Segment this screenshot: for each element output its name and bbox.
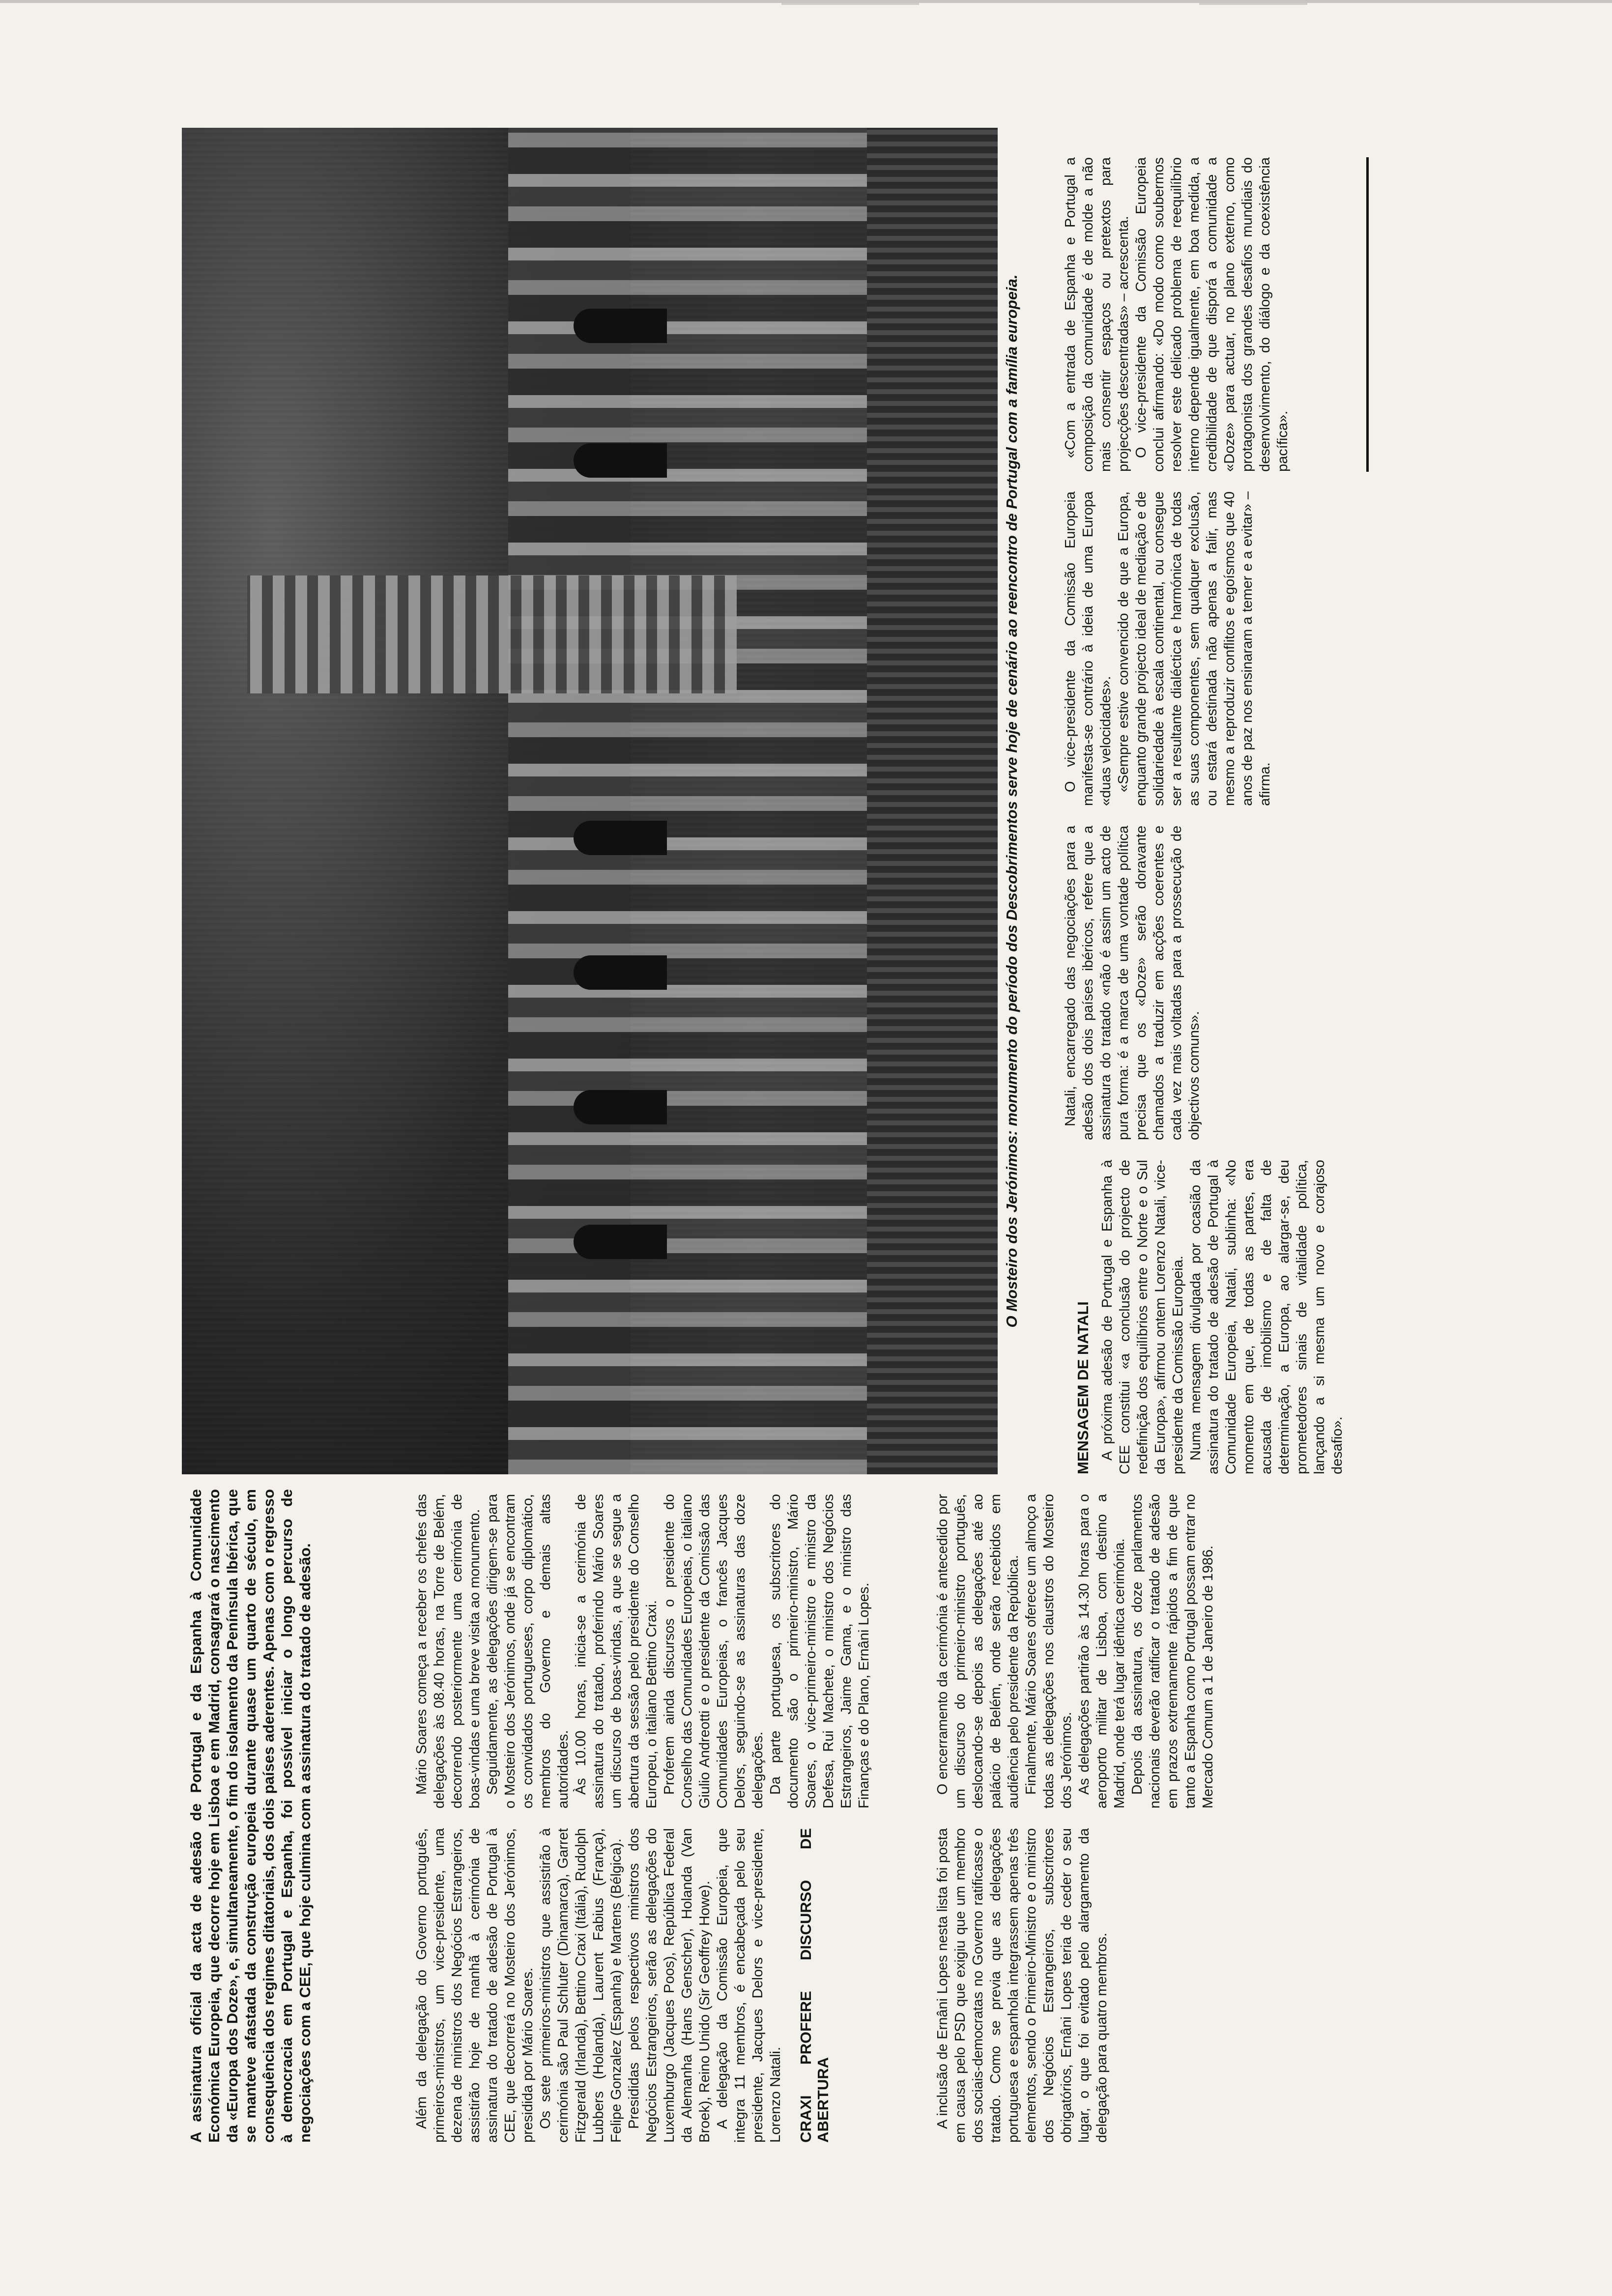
paragraph: Natali, encarregado das negociações para a adesão dos dois países ibéricos, refere que a assinatura do tratado «não é assim um acto de pura forma: é a marca de uma vontade política precisa que os «Doze» serão doravante chamados a traduzir em acções coerentes e cada vez mais voltadas para a prossecução de objectivos comuns». [1063, 826, 1202, 1140]
paragraph: Da parte portuguesa, os subscritores do documento são o primeiro-ministro, Mário Soares, o vice-primeiro-ministro e ministro da Defesa, Rui Machete, o ministro dos Negócios Estrangeiros, Jaime Gama, e o ministro das Finanças e do Plano, Ernâni Lopes. [768, 1494, 872, 1808]
photo-caption: O Mosteiro dos Jerónimos: monumento do período dos Descobrimentos serve hoje de cenário ao reencontro de Portugal com a família europeia. [1003, 274, 1020, 1328]
paragraph: Numa mensagem divulgada por ocasião da assinatura do tratado de adesão de Portugal à Comunidade Europeia, Natali, sublinha: «No momento em que, de todas as partes, era acusada de imobilismo e de falta de determinação, a Europa, ao alargar-se, deu prometedores sinais de vitalidade política, lançando a si mesma um novo e corajoso desafio». [1188, 1160, 1345, 1474]
newspaper-article [167, 98, 1396, 2162]
paragraph: O vice-presidente da Comissão Europeia manifesta-se contrário à ideia de uma Europa «duas velocidades». [1063, 491, 1114, 806]
end-rule [1366, 157, 1369, 472]
photo-arch [574, 1225, 667, 1259]
column-5 [1062, 491, 1274, 806]
photo-building-facade [508, 128, 875, 1474]
photo-arch [574, 1090, 667, 1124]
paragraph: Seguidamente, as delegações dirigem-se para o Mosteiro dos Jerónimos, onde já se encontram os convidados portugueses, corpo diplomático, membros do Governo e demais altas autoridades. [485, 1494, 571, 1808]
column-2 [413, 1494, 873, 1808]
paragraph: O vice-presidente da Comissão Europeia conclui afirmando: «Do modo como soubermos resolver este delicado problema de reequilíbrio interno depende igualmente, em boa medida, a credibilidade de que disporá a comunidade a «Doze» para actuar, no plano externo, como protagonista dos grandes desafios mundiais do desenvolvimento, do diálogo e da coexistência pacífica». [1133, 157, 1291, 472]
lead-text: A assinatura oficial da acta de adesão de Portugal e da Espanha à Comunidade Económica Europeia, que decorre hoje em Lisboa e em Madrid, consagrará o nascimento da «Europa dos Doze», e, simultaneamente, o fim do isolamento da Península Ibérica, que se manteve afastada da construção europeia durante quase um quarto de século, em consequência dos regimes ditatoriais, dos dois países aderentes. Apenas com o regresso à democracia em Portugal e Espanha, foi possível iniciar o longo percurso de negociações com a CEE, que hoje culmina com a assinatura do tratado de adesão. [187, 1489, 314, 2143]
column-6 [1062, 157, 1292, 472]
paragraph: Depois da assinatura, os doze parlamentos nacionais deverão ratificar o tratado de adesão em prazos extremamente rápidos a fim de que tanto a Espanha como Portugal possam entrar no Mercado Comum a 1 de Janeiro de 1986. [1129, 1494, 1216, 1808]
subheading-natali: MENSAGEM DE NATALI [1074, 1301, 1092, 1474]
column-1-bottom [934, 1828, 1111, 2143]
paragraph: A inclusão de Ernâni Lopes nesta lista foi posta em causa pelo PSD que exigiu que um membro dos sociais-democratas no Governo ratificasse o tratado. Como se previa que as delegações portuguesa e espanhola integrassem apenas três elementos, sendo o Primeiro-Ministro e o ministro dos Negócios Estrangeiros, subscritores obrigatórios, Ernâni Lopes teria de ceder o seu lugar, o que foi evitado pelo alargamento da delegação para quatro membros. [935, 1828, 1110, 2143]
paragraph: «Sempre estive convencido de que a Europa, enquanto grande projecto ideal de mediação e de solidariedade à escala continental, ou consegue ser a resultante dialéctica e harmónica de todas as suas componentes, sem qualquer exclusão, ou estará destinada não apenas a falir, mas mesmo a reproduzir conflitos e egoísmos que 40 anos de paz nos ensinaram a temer e a evitar» – afirma. [1116, 491, 1273, 806]
paragraph: Às 10.00 horas, inicia-se a cerimónia de assinatura do tratado, proferindo Mário Soares um discurso de boas-vindas, a que se segue a abertura da sessão pelo presidente do Conselho Europeu, o italiano Bettino Craxi. [573, 1494, 660, 1808]
scan-mark [1199, 3, 1307, 5]
paragraph: Além da delegação do Governo português, primeiros-ministros, um vice-presidente, uma dezena de ministros dos Negócios Estrangeiros, assistirão hoje de manhã à cerimónia de assinatura do tratado de adesão de Portugal à CEE, que decorrerá no Mosteiro dos Jerónimos, presidida por Mário Soares. [414, 1828, 536, 2143]
column-1 [413, 1828, 838, 2143]
column-4 [1062, 826, 1203, 1140]
scan-mark [781, 3, 919, 5]
paragraph: Proferem ainda discursos o presidente do Conselho das Comunidades Europeias, o italiano Giulio Andreotti e o presidente da Comissão das Comunidades Europeias, o francês Jacques Delors, seguindo-se as assinaturas das doze delegações. [662, 1494, 766, 1808]
photo-jeronimos-monastery [182, 128, 998, 1474]
paragraph: Os sete primeiros-ministros que assistirão à cerimónia são Paul Schluter (Dinamarca), Garret Fitzgerald (Irlanda), Bettino Craxi (Itália), Rudolph Lubbers (Holanda), Laurent Fabius (França), Felipe Gonzalez (Espanha) e Martens (Bélgica). [538, 1828, 624, 2143]
photo-tower [247, 575, 737, 693]
paragraph: Mário Soares começa a receber os chefes das delegações às 08.40 horas, na Torre de Belém, decorrendo posteriormente uma cerimónia de boas-vindas e uma breve visita ao monumento. [414, 1494, 483, 1808]
photo-arch [574, 309, 667, 343]
paragraph: A próxima adesão de Portugal e Espanha à CEE constitui «a conclusão do projecto de redefinição dos equilíbrios entre o Norte e o Sul da Europa», afirmou ontem Lorenzo Natali, vice-presidente da Comissão Europeia. [1099, 1160, 1186, 1474]
subheading-craxi: CRAXI PROFERE DISCURSO DE ABERTURA [797, 1828, 832, 2143]
column-2-bottom [934, 1494, 1217, 1808]
photo-ground [867, 128, 998, 1474]
lead-paragraph [187, 1489, 314, 2143]
paragraph: Presididas pelos respectivos ministros dos Negócios Estrangeiros, serão as delegações do Luxemburgo (Jacques Poos), República Federal da Alemanha (Hans Genscher), Holanda (Van Broek), Reino Unido (Sir Geoffrey Howe). [626, 1828, 713, 2143]
photo-arch [574, 443, 667, 478]
column-3 [1062, 1160, 1346, 1474]
paragraph: Finalmente, Mário Soares oferece um almoço a todas as delegações nos claustros do Mosteiro dos Jerónimos. [1023, 1494, 1074, 1808]
photo-arch [574, 955, 667, 990]
paragraph: A delegação da Comissão Europeia, que integra 11 membros, é encabeçada pelo seu presidente, Jacques Delors e vice-presidente, Lorenzo Natali. [715, 1828, 783, 2143]
paragraph: «Com a entrada de Espanha e Portugal a composição da comunidade é de molde a não mais consentir espaços ou pretextos para projecções descentradas» – acrescenta. [1063, 157, 1131, 472]
paragraph: O encerramento da cerimónia é antecedido por um discurso do primeiro-ministro português, deslocando-se depois as delegações até ao palácio de Belém, onde serão recebidos em audiência pelo presidente da República. [935, 1494, 1021, 1808]
paragraph: As delegações partirão às 14.30 horas para o aeroporto militar de Lisboa, com destino a Madrid, onde terá lugar idêntica cerimónia. [1076, 1494, 1127, 1808]
photo-arch [574, 821, 667, 855]
